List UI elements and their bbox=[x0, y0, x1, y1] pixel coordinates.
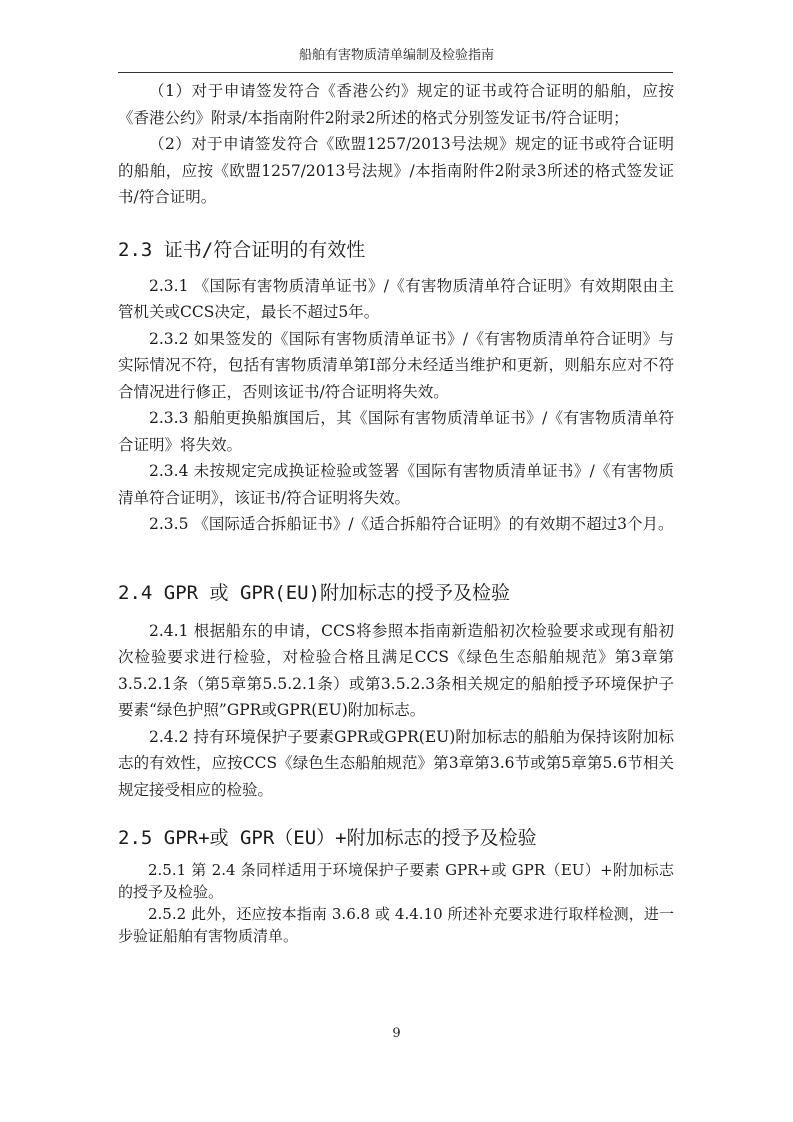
section-2-3-heading: 2.3 证书/符合证明的有效性 bbox=[118, 238, 366, 261]
document-body bbox=[118, 78, 674, 947]
clause-2-3-1: 2.3.1 《国际有害物质清单证书》/《有害物质清单符合证明》有效期限由主管机关或CCS决定，最长不超过5年。 bbox=[118, 276, 674, 321]
section-2-5-heading: 2.5 GPR+或 GPR（EU）+附加标志的授予及检验 bbox=[118, 827, 537, 849]
intro-paragraph-2: （2）对于申请签发符合《欧盟1257/2013号法规》规定的证书或符合证明的船舶，应按《欧盟1257/2013号法规》/本指南附件2附录3所述的格式签发证书/符合证明。 bbox=[118, 135, 674, 206]
page-number: 9 bbox=[392, 1026, 401, 1041]
clause-2-5-1: 2.5.1 第 2.4 条同样适用于环境保护子要素 GPR+或 GPR（EU）+附加标志的授予及检验。 bbox=[118, 861, 674, 901]
clause-2-4-1: 2.4.1 根据船东的申请，CCS将参照本指南新造船初次检验要求或现有船初次检验要求进行检验，对检验合格且满足CCS《绿色生态船舶规范》第3章第3.5.2.1条（第5章第5.5.2.1条）或第3.5.2.3条相关规定的船舶授予环境保护子要素“绿色护照”GPR或GPR(EU)附加标志。 bbox=[118, 621, 674, 719]
running-header: 船舶有害物质清单编制及检验指南 bbox=[298, 48, 494, 63]
intro-paragraph-1: （1）对于申请签发符合《香港公约》规定的证书或符合证明的船舶，应按《香港公约》附录/本指南附件2附录2所述的格式分别签发证书/符合证明； bbox=[118, 82, 674, 127]
clause-2-3-3: 2.3.3 船舶更换船旗国后，其《国际有害物质清单证书》/《有害物质清单符合证明》将失效。 bbox=[118, 409, 674, 454]
clause-2-3-5: 2.3.5 《国际适合拆船证书》/《适合拆船符合证明》的有效期不超过3个月。 bbox=[149, 515, 674, 533]
clause-2-3-4: 2.3.4 未按规定完成换证检验或签署《国际有害物质清单证书》/《有害物质清单符合证明》，该证书/符合证明将失效。 bbox=[118, 462, 674, 507]
section-2-4-heading: 2.4 GPR 或 GPR(EU)附加标志的授予及检验 bbox=[118, 581, 511, 604]
clause-2-3-2: 2.3.2 如果签发的《国际有害物质清单证书》/《有害物质清单符合证明》与实际情况不符，包括有害物质清单第Ⅰ部分未经适当维护和更新，则船东应对不符合情况进行修正，否则该证书/符合证明将失效。 bbox=[118, 329, 674, 401]
clause-2-4-2: 2.4.2 持有环境保护子要素GPR或GPR(EU)附加标志的船舶为保持该附加标志的有效性，应按CCS《绿色生态船舶规范》第3章第3.6节或第5章第5.6节相关规定接受相应的检验。 bbox=[118, 727, 674, 799]
clause-2-5-2: 2.5.2 此外，还应按本指南 3.6.8 或 4.4.10 所述补充要求进行取样检测，进一步验证船舶有害物质清单。 bbox=[118, 905, 674, 945]
header-divider bbox=[118, 72, 673, 73]
